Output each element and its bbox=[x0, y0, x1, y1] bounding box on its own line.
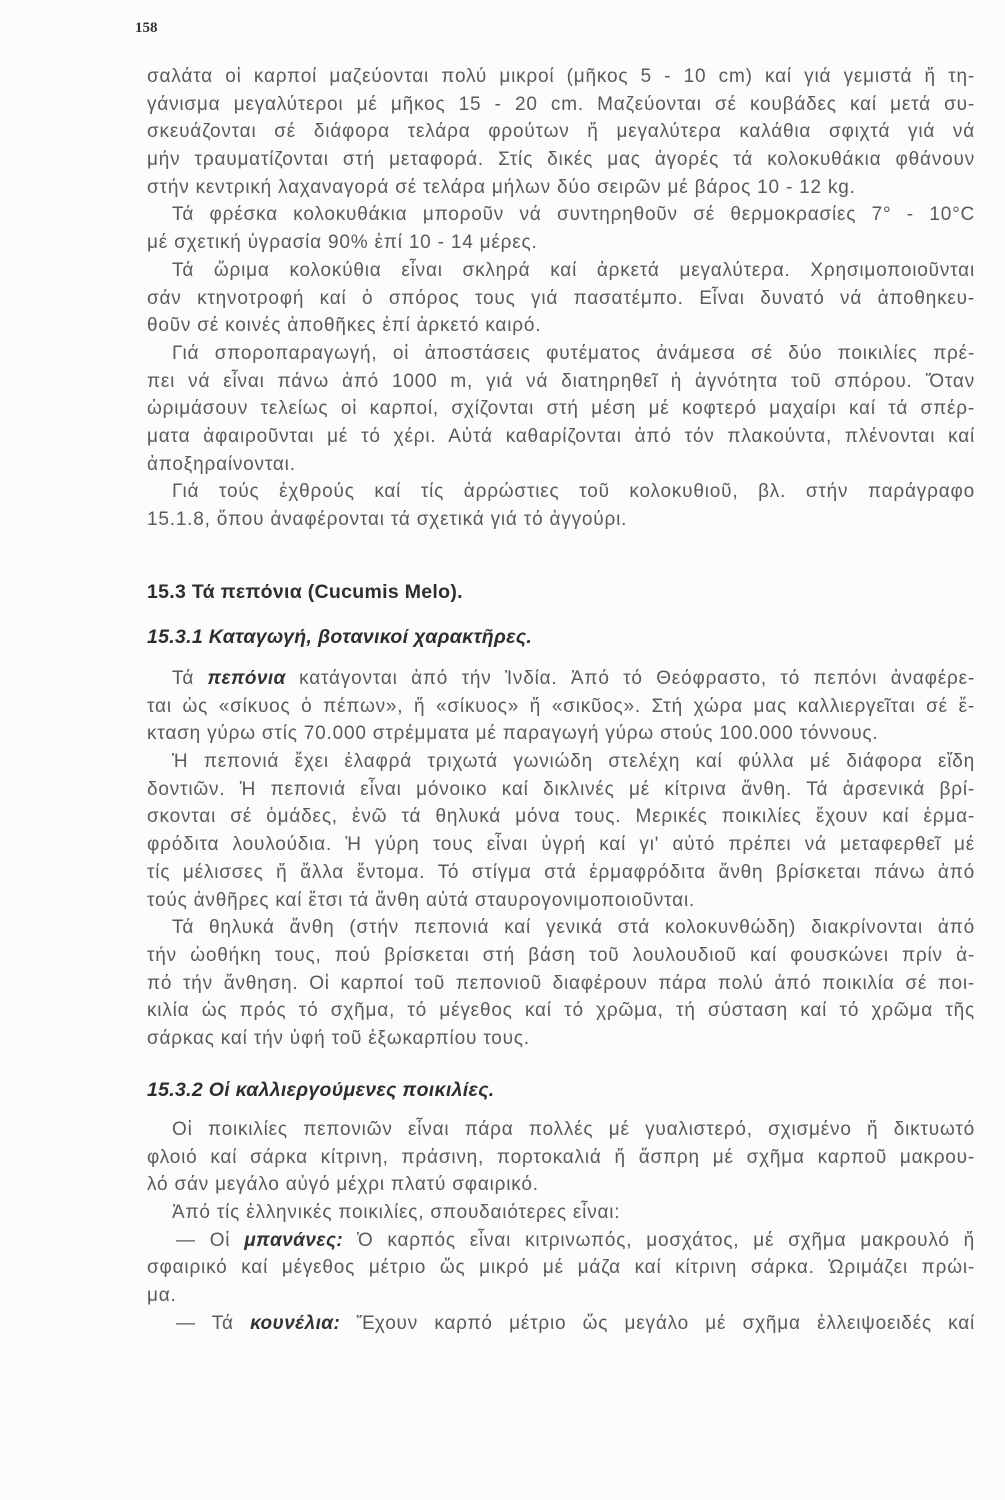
continuation-text bbox=[147, 63, 975, 534]
text-line bbox=[147, 1310, 975, 1338]
subsection-body bbox=[147, 1116, 975, 1338]
paragraph bbox=[147, 257, 975, 340]
subsection-body bbox=[147, 665, 975, 1053]
emphasized-term: κουνέλια: bbox=[250, 1312, 341, 1334]
paragraph bbox=[147, 748, 975, 914]
paragraph bbox=[147, 201, 975, 256]
text-line: φρόδιτα λουλούδια. Ἡ γύρη τους εἶναι ὑγρή καί γι' αὐτό πρέπει νά μεταφερθεῖ μέ bbox=[147, 834, 975, 856]
text-line: σάν κτηνοτροφή καί ὁ σπόρος τους γιά πασατέμπο. Εἶναι δυνατό νά ἀποθηκευ- bbox=[147, 287, 975, 309]
paragraph bbox=[147, 1116, 975, 1199]
text-line: σφαιρικό καί μέγεθος μέτριο ὥς μικρό μέ μάζα καί κίτρινη σάρκα. Ὡριμάζει πρώι- bbox=[147, 1257, 975, 1279]
text-line: μέ σχετική ὑγρασία 90% ἐπί 10 - 14 μέρες. bbox=[147, 232, 538, 254]
text-line: δοντιῶν. Ἡ πεπονιά εἶναι μόνοικο καί δικλινές μέ κίτρινα ἄνθη. Τά ἀρσενικά βρί- bbox=[147, 778, 975, 800]
text-line: Τά θηλυκά ἄνθη (στήν πεπονιά καί γενικά στά κολοκυνθώδη) διακρίνονται ἀπό bbox=[172, 917, 975, 939]
text-line: Τά φρέσκα κολοκυθάκια μποροῦν νά συντηρηθοῦν σέ θερμοκρασίες 7° - 10°C bbox=[172, 204, 975, 226]
page-number: 158 bbox=[135, 20, 158, 36]
text-line: σαλάτα οἱ καρποί μαζεύονται πολύ μικροί (μῆκος 5 - 10 cm) καί γιά γεμιστά ἤ τη- bbox=[147, 66, 975, 87]
text-line: 15.1.8, ὅπου ἀναφέρονται τά σχετικά γιά τό ἀγγούρι. bbox=[147, 509, 628, 530]
text-line: Οἱ ποικιλίες πεπονιῶν εἶναι πάρα πολλές μέ γυαλιστερό, σχισμένο ἤ δικτυωτό bbox=[172, 1119, 975, 1140]
text-line: σκευάζονται σέ διάφορα τελάρα φρούτων ἤ μεγαλύτερα καλάθια σφιχτά γιά νά bbox=[147, 121, 975, 143]
text-line: πει νά εἶναι πάνω ἀπό 1000 m, γιά νά διατηρηθεῖ ἡ ἁγνότητα τοῦ σπόρου. Ὅταν bbox=[147, 370, 975, 392]
text-line: τήν ὠοθήκη τους, πού βρίσκεται στή βάση τοῦ λουλουδιοῦ καί φουσκώνει πρίν ἀ- bbox=[147, 944, 975, 966]
text-fragment: — Τά bbox=[176, 1312, 251, 1334]
text-line: στήν κεντρική λαχαναγορά σέ τελάρα μήλων δύο σειρῶν μέ βάρος 10 - 12 kg. bbox=[147, 176, 856, 198]
text-fragment: Τά bbox=[172, 668, 208, 689]
text-line: Τά ὥριμα κολοκύθια εἶναι σκληρά καί ἀρκετά μεγαλύτερα. Χρησιμοποιοῦνται bbox=[172, 259, 975, 281]
text-line: θοῦν σέ κοινές ἀποθῆκες ἐπί ἀρκετό καιρό. bbox=[147, 315, 542, 337]
paragraph bbox=[147, 63, 975, 201]
text-line: ὡριμάσουν τελείως οἱ καρποί, σχίζονται στή μέση μέ κοφτερό μαχαίρι καί τά σπέρ- bbox=[147, 398, 975, 420]
text-line: φλοιό καί σάρκα κίτρινη, πράσινη, πορτοκαλιά ἤ ἄσπρη μέ σχῆμα καρποῦ μακρου- bbox=[147, 1146, 975, 1168]
paragraph bbox=[147, 1199, 975, 1227]
text-line: πό τήν ἄνθηση. Οἱ καρποί τοῦ πεπονιοῦ διαφέρουν πάρα πολύ ἀπό ποικιλία σέ ποι- bbox=[147, 972, 975, 994]
text-fragment: — Οἱ bbox=[176, 1229, 245, 1251]
text-line: γάνισμα μεγαλύτεροι μέ μῆκος 15 - 20 cm. Μαζεύονται σέ κουβάδες καί μετά συ- bbox=[147, 93, 975, 115]
text-line: μήν τραυματίζονται στή μεταφορά. Στίς δικές μας ἀγορές τά κολοκυθάκια φθάνουν bbox=[147, 149, 975, 171]
text-line: τούς ἀνθῆρες καί ἔτσι τά ἄνθη αὐτά σταυρογονιμοποιοῦνται. bbox=[147, 889, 696, 911]
text-line bbox=[147, 1227, 975, 1255]
list-item bbox=[147, 1227, 975, 1310]
text-line: Ἡ πεπονιά ἔχει ἐλαφρά τριχωτά γωνιώδη στελέχη καί φύλλα μέ διάφορα εἴδη bbox=[172, 751, 975, 773]
text-line: Γιά σποροπαραγωγή, οἱ ἀποστάσεις φυτέματος ἀνάμεσα σέ δύο ποικιλίες πρέ- bbox=[172, 342, 975, 364]
text-line: κταση γύρω στίς 70.000 στρέμματα μέ παραγωγή γύρω στούς 100.000 τόννους. bbox=[147, 723, 879, 745]
text-line: κιλία ὡς πρός τό σχῆμα, τό μέγεθος καί τό χρῶμα, τή σύσταση καί τό χρῶμα τῆς bbox=[147, 1000, 975, 1022]
text-fragment: κατάγονται ἀπό τήν Ἰνδία. Ἀπό τό Θεόφραστο, τό πεπόνι ἀναφέρε- bbox=[285, 668, 975, 689]
text-line bbox=[147, 665, 975, 693]
paragraph bbox=[147, 914, 975, 1052]
text-line: ται ὡς «σίκυος ὁ πέπων», ἤ «σίκυος» ἤ «σικῦος». Στή χώρα μας καλλιεργεῖται σέ ἔ- bbox=[147, 695, 975, 717]
text-line: τίς μέλισσες ἤ ἄλλα ἔντομα. Τό στίγμα στά ἑρμαφρόδιτα ἄνθη βρίσκεται πάνω ἀπό bbox=[147, 861, 975, 883]
text-line: ματα ἀφαιροῦνται μέ τό χέρι. Αὐτά καθαρίζονται ἀπό τόν πλακούντα, πλένονται καί bbox=[147, 425, 975, 447]
paragraph bbox=[147, 340, 975, 478]
emphasized-term: μπανάνες: bbox=[244, 1229, 344, 1251]
text-line: Ἀπό τίς ἑλληνικές ποικιλίες, σπουδαιότερες εἶναι: bbox=[172, 1202, 621, 1224]
emphasized-term: πεπόνια bbox=[207, 668, 286, 689]
text-fragment: Ἔχουν καρπό μέτριο ὥς μεγάλο μέ σχῆμα ἐλλειψοειδές καί bbox=[340, 1312, 975, 1334]
text-line: σκονται σέ ὁμάδες, ἐνῶ τά θηλυκά μόνα τους. Μερικές ποικιλίες ἔχουν καί ἑρμα- bbox=[147, 806, 975, 828]
text-fragment: Ὁ καρπός εἶναι κιτρινωπός, μοσχάτος, μέ σχῆμα μακρουλό ἤ bbox=[343, 1229, 975, 1251]
text-line: λό σάν μεγάλο αὐγό μέχρι πλατύ σφαιρικό. bbox=[147, 1174, 539, 1196]
subsection-heading: 15.3.2 Οἱ καλλιεργούμενες ποικιλίες. bbox=[147, 1079, 495, 1101]
list-item bbox=[147, 1310, 975, 1338]
text-line: ἀποξηραίνονται. bbox=[147, 453, 296, 475]
section-heading: 15.3 Τά πεπόνια (Cucumis Melo). bbox=[147, 581, 463, 603]
text-line: σάρκας καί τήν ὑφή τοῦ ἐξωκαρπίου τους. bbox=[147, 1027, 530, 1049]
text-line: μα. bbox=[147, 1285, 177, 1307]
paragraph bbox=[147, 478, 975, 533]
text-line: Γιά τούς ἐχθρούς καί τίς ἀρρώστιες τοῦ κολοκυθιοῦ, βλ. στήν παράγραφο bbox=[172, 481, 975, 503]
subsection-heading: 15.3.1 Καταγωγή, βοτανικοί χαρακτῆρες. bbox=[147, 626, 533, 648]
paragraph bbox=[147, 665, 975, 748]
